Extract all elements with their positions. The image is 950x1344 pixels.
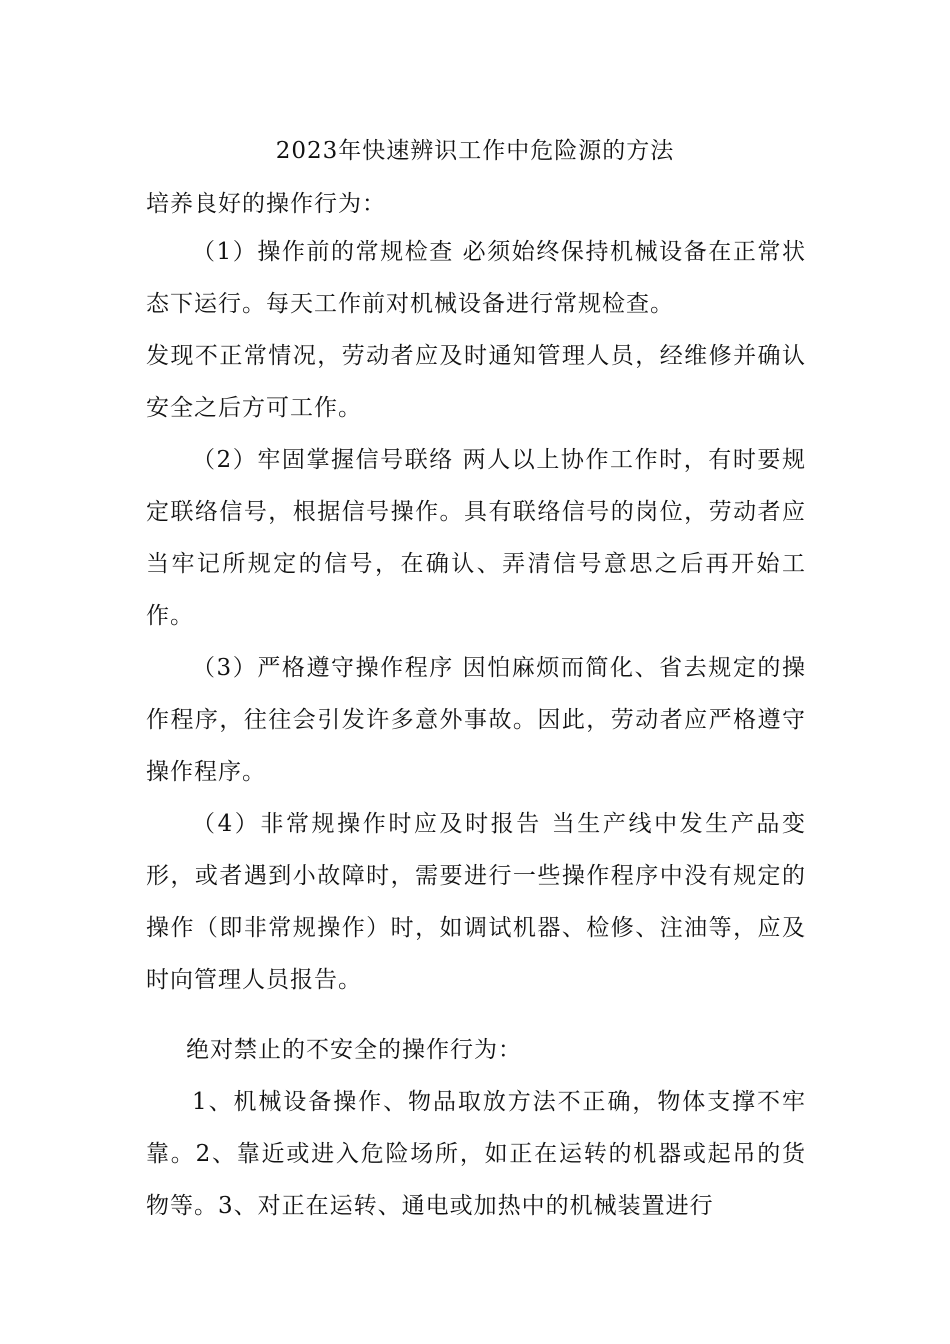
item-4: （4）非常规操作时应及时报告 当生产线中发生产品变形，或者遇到小故障时，需要进行一些操作程序中没有规定的操作（即非常规操作）时，如调试机器、检修、注油等，应及时向管理人员报告。 — [146, 811, 806, 993]
prohibited-section — [146, 1024, 806, 1232]
item-2: （2）牢固掌握信号联络 两人以上协作工作时，有时要规定联络信号，根据信号操作。具有联络信号的岗位，劳动者应当牢记所规定的信号，在确认、弄清信号意思之后再开始工作。 — [146, 447, 806, 629]
items-list — [146, 226, 806, 1006]
prohibited-heading: 绝对禁止的不安全的操作行为： — [186, 1037, 522, 1063]
item-1-note: 发现不正常情况，劳动者应及时通知管理人员，经维修并确认安全之后方可工作。 — [146, 343, 806, 421]
item-1: （1）操作前的常规检查 必须始终保持机械设备在正常状态下运行。每天工作前对机械设备进行常规检查。 — [146, 239, 806, 317]
intro-text: 培养良好的操作行为： — [146, 191, 386, 217]
item-3: （3）严格遵守操作程序 因怕麻烦而简化、省去规定的操作程序，往往会引发许多意外事故。因此，劳动者应严格遵守操作程序。 — [146, 655, 806, 785]
document-title: 2023年快速辨识工作中危险源的方法 — [275, 138, 675, 164]
intro-paragraph — [146, 178, 806, 230]
prohibited-text: 1、机械设备操作、物品取放方法不正确，物体支撑不牢靠。2、靠近或进入危险场所，如正在运转的机器或起吊的货物等。3、对正在运转、通电或加热中的机械装置进行 — [146, 1089, 806, 1219]
